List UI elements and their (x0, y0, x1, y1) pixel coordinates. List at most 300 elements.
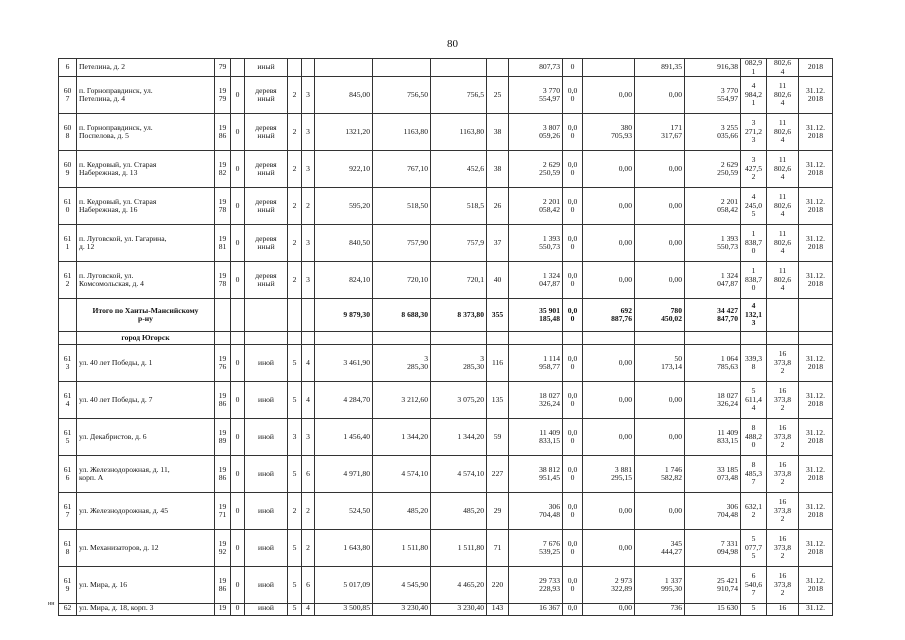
table-row (59, 345, 833, 382)
empty-cell (767, 299, 799, 332)
cell-entrances: 4 (302, 345, 315, 382)
page-number: 80 (447, 38, 458, 50)
cell-residents: 71 (487, 530, 509, 567)
cell-entrances: 4 (302, 604, 315, 616)
cell-total-area (315, 59, 373, 77)
cell-repair-cost: 1 324 047,87 (509, 262, 563, 299)
cell-floors: 5 (288, 345, 302, 382)
cell-unit-limit: 11 802,6 4 (767, 188, 799, 225)
cell-zero-flag: 0 (231, 114, 245, 151)
cell-deadline: 31.12. 2018 (799, 151, 833, 188)
cell-residential-area: 1163,80 (431, 114, 487, 151)
cell-unit-limit: 16 373,8 2 (767, 493, 799, 530)
cell-fund-local: 736 (635, 604, 685, 616)
cell-entrances: 3 (302, 225, 315, 262)
empty-cell (59, 332, 77, 345)
empty-cell (509, 332, 563, 345)
cell-living-area: 3 212,60 (373, 382, 431, 419)
cell-floors: 5 (288, 567, 302, 604)
empty-cell (302, 299, 315, 332)
cell-floors: 2 (288, 151, 302, 188)
cell-fund-regional: 0,00 (583, 151, 635, 188)
residents-sum: 355 (487, 299, 509, 332)
cell-residents: 116 (487, 345, 509, 382)
cell-entrances: 4 (302, 382, 315, 419)
empty-cell (245, 332, 288, 345)
cell-build-year: 79 (215, 59, 231, 77)
empty-cell (231, 299, 245, 332)
cell-repair-cost: 16 367 (509, 604, 563, 616)
cell-fund-local: 171 317,67 (635, 114, 685, 151)
cell-zero-flag: 0 (231, 382, 245, 419)
cell-zero-flag: 0 (231, 77, 245, 114)
cell-fund-federal: 0,0 0 (563, 188, 583, 225)
cell-deadline: 31.12. 2018 (799, 345, 833, 382)
cell-total-area: 3 500,85 (315, 604, 373, 616)
cell-unit-cost: 4 984,2 1 (741, 77, 767, 114)
cell-address: п. Луговской, ул. Гагарина, д. 12 (77, 225, 215, 262)
cell-unit-limit: 16 (767, 604, 799, 616)
cell-deadline: 31.12. 2018 (799, 262, 833, 299)
cell-wall-material: иной (245, 493, 288, 530)
cell-floors: 5 (288, 382, 302, 419)
cell-row-number: 62 (59, 604, 77, 616)
cell-fund-owners: 2 629 250,59 (685, 151, 741, 188)
cell-living-area: 3 285,30 (373, 345, 431, 382)
cell-repair-cost: 807,73 (509, 59, 563, 77)
cell-wall-material: иный (245, 59, 288, 77)
cell-floors: 2 (288, 77, 302, 114)
cell-fund-owners: 2 201 058,42 (685, 188, 741, 225)
cell-zero-flag: 0 (231, 530, 245, 567)
cell-address: п. Кедровый, ул. Старая Набережная, д. 13 (77, 151, 215, 188)
cell-residents: 37 (487, 225, 509, 262)
cell-residents: 220 (487, 567, 509, 604)
cell-row-number: 61 0 (59, 188, 77, 225)
cell-repair-cost: 7 676 539,25 (509, 530, 563, 567)
cell-wall-material: иной (245, 530, 288, 567)
cell-fund-regional: 3 881 295,15 (583, 456, 635, 493)
cell-fund-federal: 0,0 0 (563, 114, 583, 151)
cell-unit-cost: 4 245,0 5 (741, 188, 767, 225)
cell-unit-cost: 1 838,7 0 (741, 262, 767, 299)
cell-floors: 2 (288, 188, 302, 225)
cell-unit-limit: 802,6 4 (767, 59, 799, 77)
cell-unit-limit: 16 373,8 2 (767, 456, 799, 493)
cell-zero-flag: 0 (231, 345, 245, 382)
cell-living-area: 485,20 (373, 493, 431, 530)
empty-cell (215, 332, 231, 345)
fund-regional-sum: 692 887,76 (583, 299, 635, 332)
cell-entrances: 6 (302, 456, 315, 493)
table-row (59, 567, 833, 604)
housing-register-table (58, 58, 833, 616)
cell-unit-limit: 16 373,8 2 (767, 345, 799, 382)
cell-build-year: 19 78 (215, 188, 231, 225)
cell-living-area: 767,10 (373, 151, 431, 188)
cell-residential-area: 1 511,80 (431, 530, 487, 567)
cell-build-year: 19 89 (215, 419, 231, 456)
table-row (59, 604, 833, 616)
fund-local-sum: 780 450,02 (635, 299, 685, 332)
cell-row-number: 6 (59, 59, 77, 77)
cell-floors: 2 (288, 262, 302, 299)
cell-deadline: 31.12. 2018 (799, 419, 833, 456)
empty-cell (767, 332, 799, 345)
cell-living-area (373, 59, 431, 77)
cell-zero-flag: 0 (231, 151, 245, 188)
unit-cost-avg: 4 132,1 3 (741, 299, 767, 332)
cell-unit-limit: 16 373,8 2 (767, 567, 799, 604)
cell-fund-local: 0,00 (635, 493, 685, 530)
cell-wall-material: иной (245, 345, 288, 382)
cell-fund-federal: 0,0 0 (563, 493, 583, 530)
empty-cell (288, 332, 302, 345)
cell-fund-regional: 380 705,93 (583, 114, 635, 151)
cell-build-year: 19 92 (215, 530, 231, 567)
empty-cell (583, 332, 635, 345)
cell-repair-cost: 306 704,48 (509, 493, 563, 530)
cell-living-area: 720,10 (373, 262, 431, 299)
empty-cell (245, 299, 288, 332)
cell-deadline: 31.12. 2018 (799, 188, 833, 225)
cell-fund-federal: 0,0 0 (563, 345, 583, 382)
table-row (59, 151, 833, 188)
cell-build-year: 19 86 (215, 567, 231, 604)
cell-row-number: 61 1 (59, 225, 77, 262)
table-row (59, 225, 833, 262)
table-row (59, 188, 833, 225)
cell-fund-owners: 916,38 (685, 59, 741, 77)
cell-entrances: 3 (302, 114, 315, 151)
cell-deadline: 31.12. 2018 (799, 225, 833, 262)
cell-entrances: 2 (302, 530, 315, 567)
cell-zero-flag: 0 (231, 604, 245, 616)
cell-living-area: 757,90 (373, 225, 431, 262)
cell-wall-material: деревя нный (245, 151, 288, 188)
cell-entrances: 3 (302, 419, 315, 456)
cell-total-area: 5 017,09 (315, 567, 373, 604)
cell-row-number: 61 4 (59, 382, 77, 419)
cell-fund-regional: 2 973 322,89 (583, 567, 635, 604)
fund-federal-sum: 0,0 0 (563, 299, 583, 332)
empty-cell (302, 332, 315, 345)
cell-address: ул. Механизаторов, д. 12 (77, 530, 215, 567)
cell-living-area: 3 230,40 (373, 604, 431, 616)
cell-deadline: 2018 (799, 59, 833, 77)
cell-fund-owners: 1 064 785,63 (685, 345, 741, 382)
total-area-sum: 9 879,30 (315, 299, 373, 332)
cell-address: п. Горноправдинск, ул. Поспелова, д. 5 (77, 114, 215, 151)
cell-row-number: 60 8 (59, 114, 77, 151)
cell-deadline: 31.12. (799, 604, 833, 616)
cell-residents: 38 (487, 114, 509, 151)
cell-fund-local: 891,35 (635, 59, 685, 77)
cell-address: ул. 40 лет Победы, д. 1 (77, 345, 215, 382)
cell-residents: 25 (487, 77, 509, 114)
empty-cell (59, 299, 77, 332)
cell-build-year: 19 78 (215, 262, 231, 299)
cell-fund-owners: 25 421 910,74 (685, 567, 741, 604)
cell-unit-cost: 8 488,2 0 (741, 419, 767, 456)
cell-zero-flag: 0 (231, 456, 245, 493)
table-row (59, 59, 833, 77)
cell-residential-area: 756,5 (431, 77, 487, 114)
cell-fund-federal: 0,0 0 (563, 77, 583, 114)
cell-deadline: 31.12. 2018 (799, 530, 833, 567)
cell-unit-cost: 1 838,7 0 (741, 225, 767, 262)
cell-address: ул. 40 лет Победы, д. 7 (77, 382, 215, 419)
cell-build-year: 19 76 (215, 345, 231, 382)
cell-fund-regional: 0,00 (583, 493, 635, 530)
cell-wall-material: деревя нный (245, 77, 288, 114)
cell-fund-regional (583, 59, 635, 77)
cell-repair-cost: 11 409 833,15 (509, 419, 563, 456)
cell-wall-material: иной (245, 604, 288, 616)
cell-unit-limit: 16 373,8 2 (767, 530, 799, 567)
cell-entrances: 2 (302, 493, 315, 530)
cell-fund-owners: 33 185 073,48 (685, 456, 741, 493)
cell-residential-area: 1 344,20 (431, 419, 487, 456)
cell-total-area: 3 461,90 (315, 345, 373, 382)
cell-address: ул. Мира, д. 16 (77, 567, 215, 604)
cell-row-number: 61 8 (59, 530, 77, 567)
cell-living-area: 1163,80 (373, 114, 431, 151)
cell-fund-local: 0,00 (635, 225, 685, 262)
cell-residents: 227 (487, 456, 509, 493)
empty-cell (563, 332, 583, 345)
empty-cell (231, 332, 245, 345)
repair-cost-sum: 35 901 185,48 (509, 299, 563, 332)
cell-row-number: 60 9 (59, 151, 77, 188)
cell-build-year: 19 86 (215, 456, 231, 493)
cell-residents: 143 (487, 604, 509, 616)
cell-repair-cost: 38 812 951,45 (509, 456, 563, 493)
cell-fund-owners: 3 770 554,97 (685, 77, 741, 114)
cell-unit-limit: 11 802,6 4 (767, 77, 799, 114)
empty-cell (487, 332, 509, 345)
cell-entrances: 3 (302, 77, 315, 114)
cell-residential-area: 3 075,20 (431, 382, 487, 419)
cell-repair-cost: 1 393 550,73 (509, 225, 563, 262)
cell-unit-cost: 3 271,2 3 (741, 114, 767, 151)
cell-unit-cost: 082,9 1 (741, 59, 767, 77)
cell-wall-material: иной (245, 419, 288, 456)
cell-unit-cost: 5 (741, 604, 767, 616)
cell-residents: 38 (487, 151, 509, 188)
cell-fund-federal: 0,0 0 (563, 419, 583, 456)
cell-living-area: 1 511,80 (373, 530, 431, 567)
cell-living-area: 518,50 (373, 188, 431, 225)
cell-unit-limit: 16 373,8 2 (767, 382, 799, 419)
cell-floors: 2 (288, 225, 302, 262)
cell-address: п. Горноправдинск, ул. Петелина, д. 4 (77, 77, 215, 114)
table-row (59, 262, 833, 299)
cell-total-area: 922,10 (315, 151, 373, 188)
cell-unit-limit: 11 802,6 4 (767, 151, 799, 188)
cell-residential-area: 485,20 (431, 493, 487, 530)
residential-area-sum: 8 373,80 (431, 299, 487, 332)
cell-wall-material: деревя нный (245, 188, 288, 225)
cell-residential-area: 452,6 (431, 151, 487, 188)
cell-fund-local: 0,00 (635, 151, 685, 188)
cell-unit-cost: 3 427,5 2 (741, 151, 767, 188)
cell-build-year: 19 86 (215, 382, 231, 419)
cell-repair-cost: 18 027 326,24 (509, 382, 563, 419)
cell-unit-limit: 11 802,6 4 (767, 225, 799, 262)
cell-living-area: 4 574,10 (373, 456, 431, 493)
cell-unit-limit: 11 802,6 4 (767, 114, 799, 151)
cell-row-number: 61 5 (59, 419, 77, 456)
cell-residents: 40 (487, 262, 509, 299)
empty-cell (373, 332, 431, 345)
cell-unit-cost: 632,1 2 (741, 493, 767, 530)
cell-residents: 29 (487, 493, 509, 530)
empty-cell (215, 299, 231, 332)
cell-fund-regional: 0,00 (583, 604, 635, 616)
cell-unit-cost: 339,3 8 (741, 345, 767, 382)
cell-floors (288, 59, 302, 77)
cell-wall-material: деревя нный (245, 225, 288, 262)
cell-address: п. Кедровый, ул. Старая Набережная, д. 16 (77, 188, 215, 225)
cell-fund-regional: 0,00 (583, 382, 635, 419)
empty-cell (799, 299, 833, 332)
cell-fund-regional: 0,00 (583, 262, 635, 299)
cell-build-year: 19 82 (215, 151, 231, 188)
cell-address: ул. Декабристов, д. 6 (77, 419, 215, 456)
cell-residential-area: 720,1 (431, 262, 487, 299)
cell-deadline: 31.12. 2018 (799, 493, 833, 530)
cell-unit-cost: 5 077,7 5 (741, 530, 767, 567)
cell-total-area: 824,10 (315, 262, 373, 299)
cell-entrances (302, 59, 315, 77)
cell-entrances: 3 (302, 151, 315, 188)
cell-build-year: 19 81 (215, 225, 231, 262)
cell-address: Петелина, д. 2 (77, 59, 215, 77)
cell-fund-owners: 1 393 550,73 (685, 225, 741, 262)
cell-zero-flag: 0 (231, 567, 245, 604)
cell-floors: 2 (288, 493, 302, 530)
empty-cell (288, 299, 302, 332)
empty-cell (635, 332, 685, 345)
cell-row-number: 60 7 (59, 77, 77, 114)
cell-total-area: 845,00 (315, 77, 373, 114)
table-row (59, 493, 833, 530)
cell-total-area: 1 456,40 (315, 419, 373, 456)
table-row (59, 530, 833, 567)
cell-fund-owners: 11 409 833,15 (685, 419, 741, 456)
cell-address: ул. Мира, д. 18, корп. 3 (77, 604, 215, 616)
section-header-row (59, 332, 833, 345)
cell-fund-local: 0,00 (635, 262, 685, 299)
cell-entrances: 2 (302, 188, 315, 225)
cell-deadline: 31.12. 2018 (799, 114, 833, 151)
cell-residential-area: 518,5 (431, 188, 487, 225)
cell-living-area: 756,50 (373, 77, 431, 114)
empty-cell (799, 332, 833, 345)
cell-deadline: 31.12. 2018 (799, 77, 833, 114)
cell-fund-local: 1 746 582,82 (635, 456, 685, 493)
table-row (59, 419, 833, 456)
cell-fund-federal: 0,0 0 (563, 225, 583, 262)
cell-zero-flag: 0 (231, 419, 245, 456)
cell-residential-area (431, 59, 487, 77)
cell-fund-owners: 1 324 047,87 (685, 262, 741, 299)
cell-living-area: 4 545,90 (373, 567, 431, 604)
cell-fund-local: 0,00 (635, 188, 685, 225)
cell-fund-owners: 3 255 035,66 (685, 114, 741, 151)
cell-fund-federal: 0,0 0 (563, 382, 583, 419)
empty-cell (315, 332, 373, 345)
cell-fund-local: 0,00 (635, 419, 685, 456)
cell-build-year: 19 (215, 604, 231, 616)
cell-total-area: 524,50 (315, 493, 373, 530)
cell-unit-limit: 11 802,6 4 (767, 262, 799, 299)
cell-floors: 3 (288, 419, 302, 456)
cell-fund-local: 50 173,14 (635, 345, 685, 382)
city-name: город Югорск (77, 332, 215, 345)
cell-fund-local: 345 444,27 (635, 530, 685, 567)
empty-cell (685, 332, 741, 345)
cell-build-year: 19 71 (215, 493, 231, 530)
cell-unit-limit: 16 373,8 2 (767, 419, 799, 456)
table-row (59, 456, 833, 493)
cell-address: ул. Железнодорожная, д. 11, корп. А (77, 456, 215, 493)
cell-fund-owners: 306 704,48 (685, 493, 741, 530)
fund-owners-sum: 34 427 847,70 (685, 299, 741, 332)
cell-floors: 5 (288, 456, 302, 493)
cell-floors: 5 (288, 530, 302, 567)
cell-repair-cost: 29 733 228,93 (509, 567, 563, 604)
cell-wall-material: деревя нный (245, 114, 288, 151)
living-area-sum: 8 688,30 (373, 299, 431, 332)
cell-floors: 5 (288, 604, 302, 616)
cell-residential-area: 4 574,10 (431, 456, 487, 493)
cell-living-area: 1 344,20 (373, 419, 431, 456)
cell-total-area: 1321,20 (315, 114, 373, 151)
cell-fund-federal: 0,0 0 (563, 262, 583, 299)
cell-residents: 59 (487, 419, 509, 456)
cell-build-year: 19 86 (215, 114, 231, 151)
cell-residential-area: 3 285,30 (431, 345, 487, 382)
empty-cell (741, 332, 767, 345)
table-row (59, 77, 833, 114)
cell-total-area: 595,20 (315, 188, 373, 225)
cell-residents (487, 59, 509, 77)
cell-residential-area: 757,9 (431, 225, 487, 262)
cell-unit-cost: 5 611,4 4 (741, 382, 767, 419)
table-row (59, 382, 833, 419)
cell-fund-regional: 0,00 (583, 530, 635, 567)
cell-fund-federal: 0,0 0 (563, 567, 583, 604)
cell-unit-cost: 8 485,3 7 (741, 456, 767, 493)
cell-fund-federal: 0,0 (563, 604, 583, 616)
cell-fund-federal: 0,0 0 (563, 456, 583, 493)
cell-deadline: 31.12. 2018 (799, 456, 833, 493)
cell-fund-regional: 0,00 (583, 225, 635, 262)
cell-total-area: 4 284,70 (315, 382, 373, 419)
cell-fund-regional: 0,00 (583, 77, 635, 114)
cell-zero-flag: 0 (231, 262, 245, 299)
cell-deadline: 31.12. 2018 (799, 382, 833, 419)
cell-zero-flag (231, 59, 245, 77)
cell-row-number: 61 9 (59, 567, 77, 604)
cell-fund-local: 0,00 (635, 77, 685, 114)
cell-fund-regional: 0,00 (583, 188, 635, 225)
total-row (59, 299, 833, 332)
cell-fund-federal: 0,0 0 (563, 530, 583, 567)
cell-total-area: 840,50 (315, 225, 373, 262)
